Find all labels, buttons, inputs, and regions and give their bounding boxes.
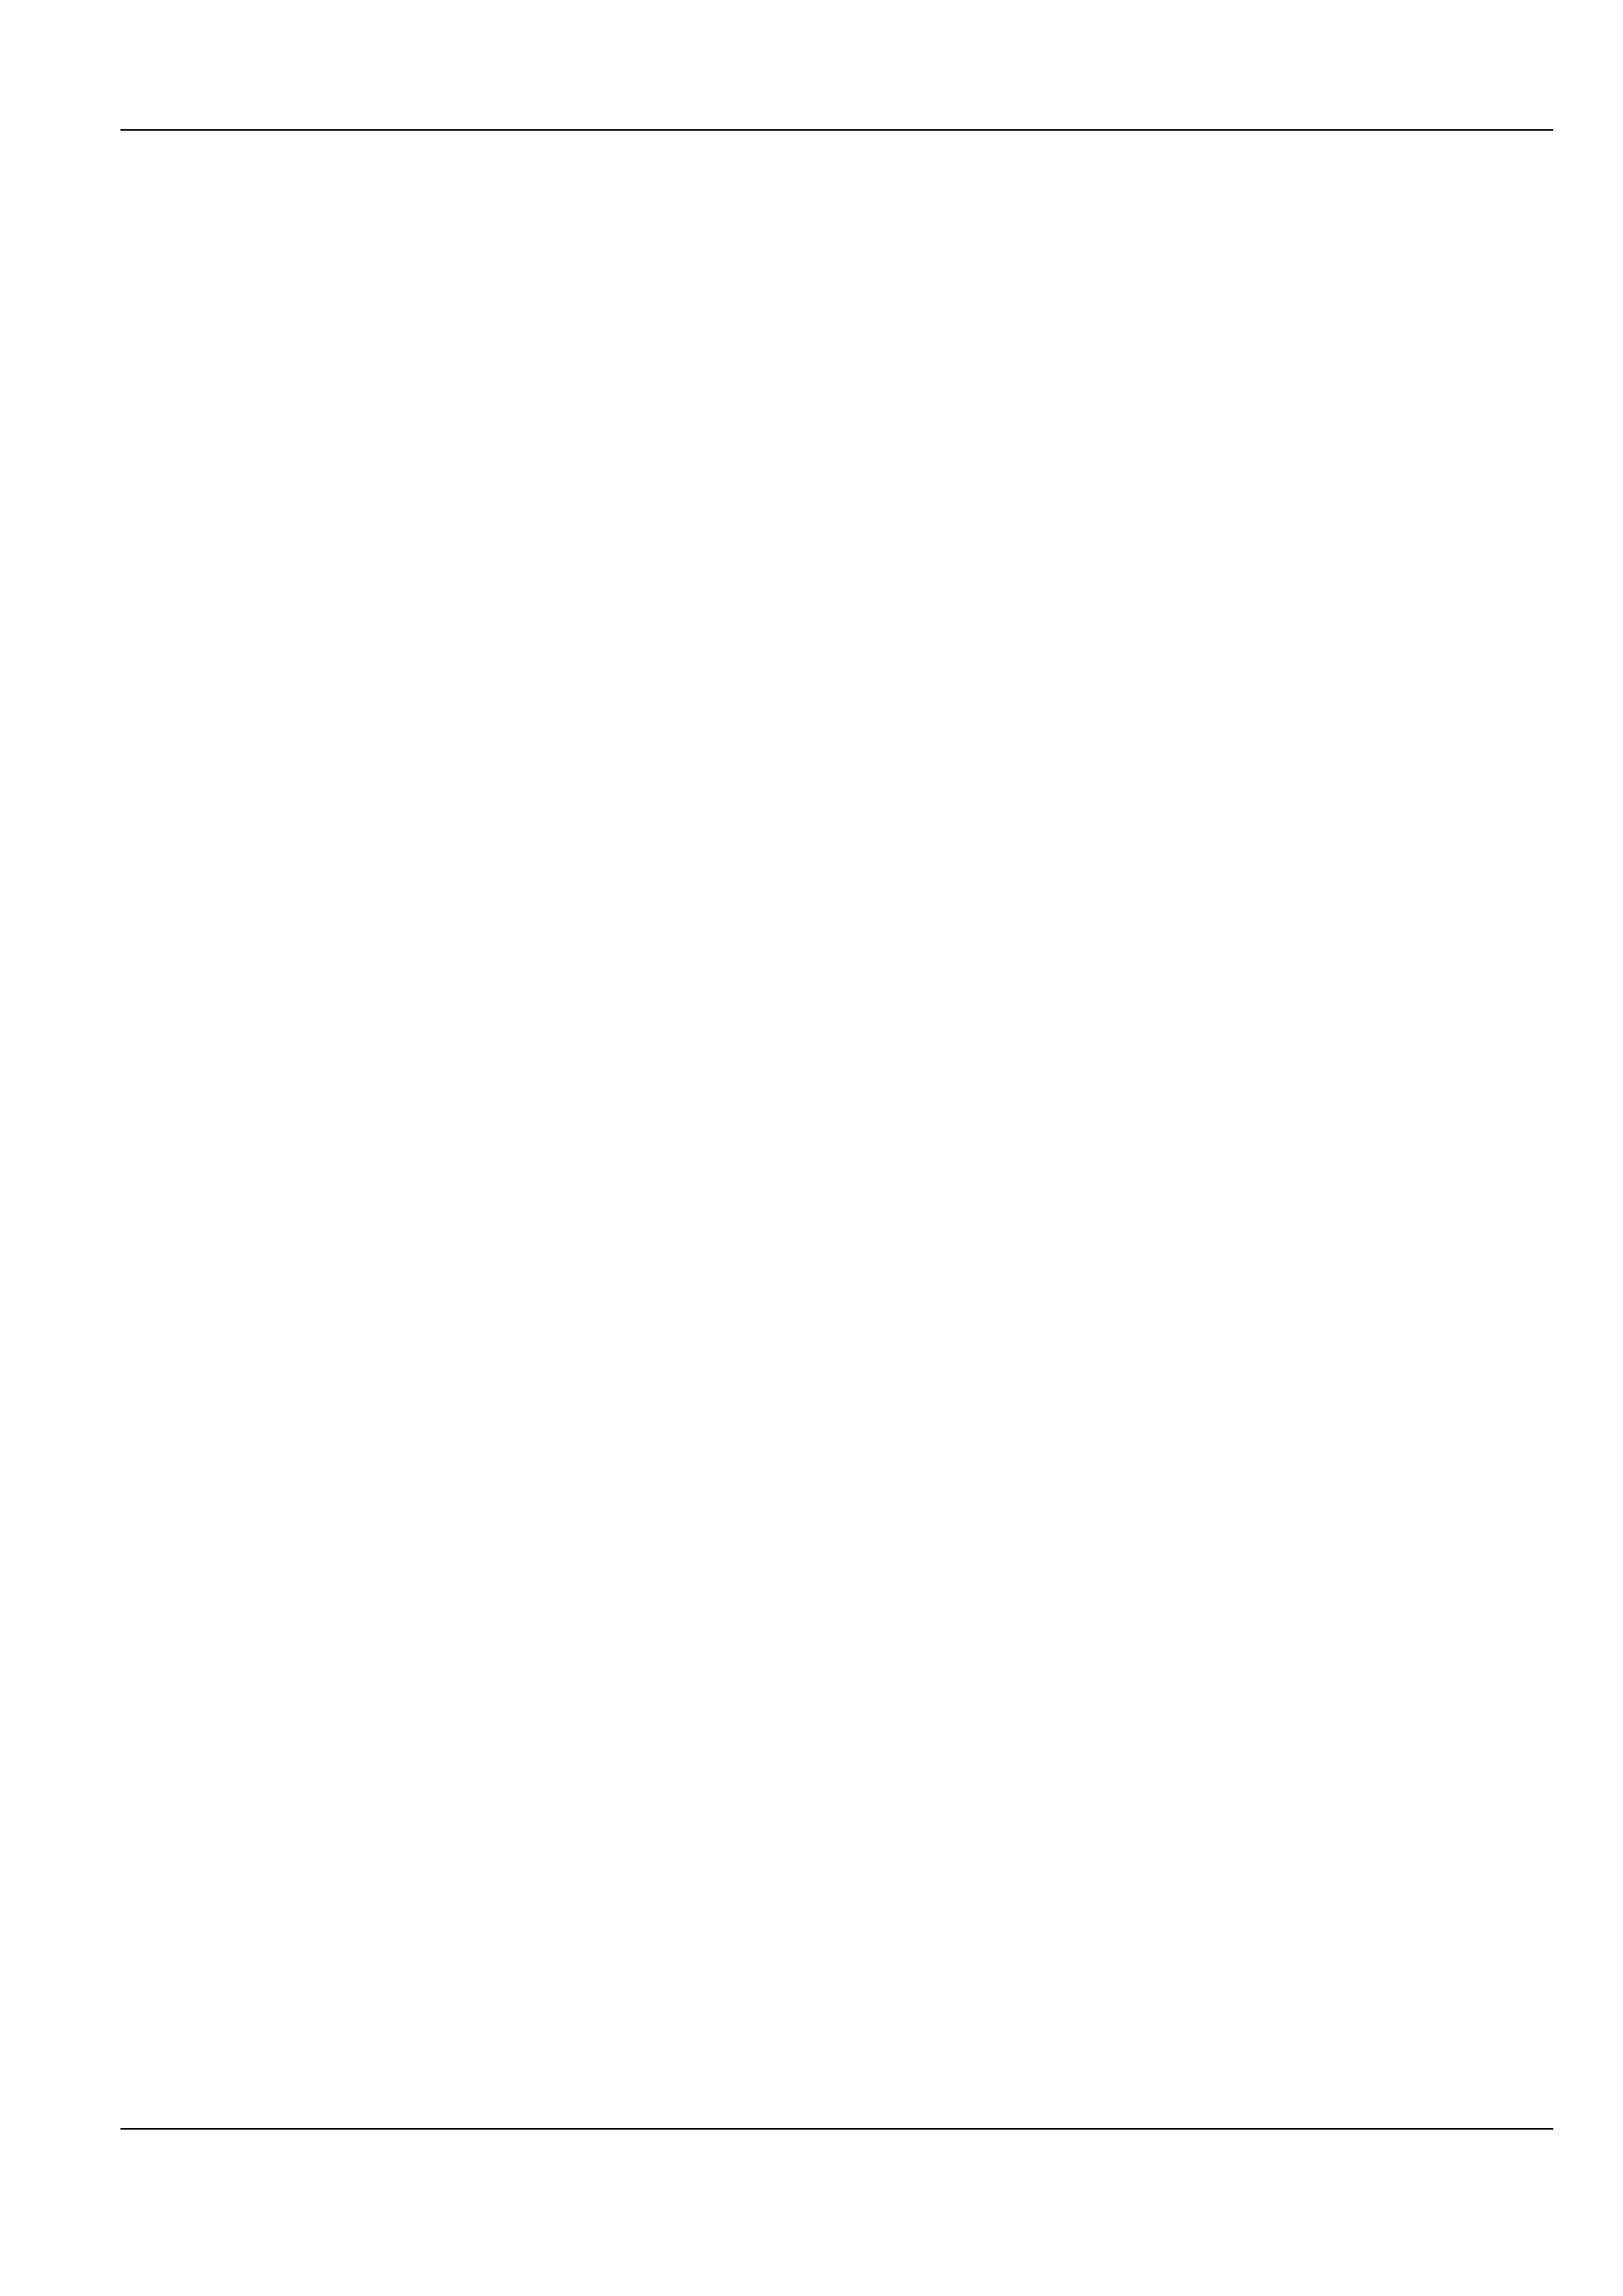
header-rule [120, 129, 1553, 131]
footer-rule [120, 2128, 1553, 2130]
page-content [120, 196, 1553, 207]
